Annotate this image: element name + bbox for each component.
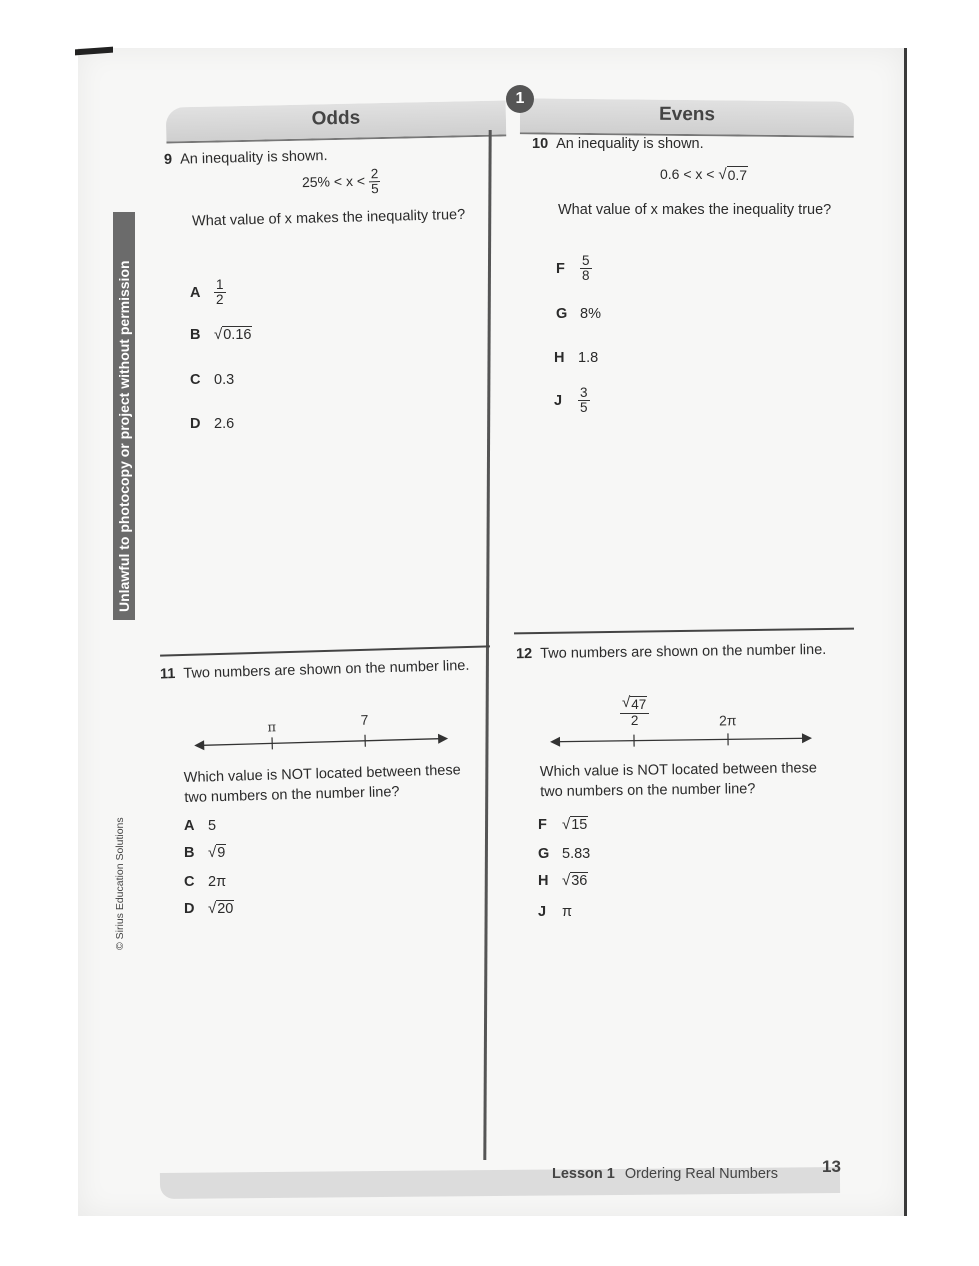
q12-label-2pi: 2π — [718, 712, 737, 729]
lesson-badge: 1 — [506, 85, 534, 113]
q9-option-a[interactable]: A $\frac{1}{2}$ — [190, 277, 224, 307]
question-12-number: 12 — [515, 646, 533, 663]
inequality-left: 25% < x < — [301, 172, 366, 191]
odds-title: Odds — [311, 107, 361, 130]
q11-option-b[interactable]: B √ 9 — [184, 844, 226, 861]
page-number: 13 — [822, 1157, 841, 1176]
question-10-text: An inequality is shown. — [556, 136, 704, 152]
question-10-stem — [532, 134, 704, 154]
q12-option-f[interactable]: F √ 15 — [538, 816, 588, 833]
q9-option-d[interactable]: D 2.6 — [190, 416, 235, 432]
q9-option-c[interactable]: C 0.3 — [190, 372, 235, 388]
question-9-number: 9 — [163, 151, 173, 168]
q9-option-b[interactable]: B √ 0.16 — [190, 326, 252, 343]
q11-label-pi: π — [267, 720, 277, 736]
question-10-number: 10 — [532, 136, 549, 152]
q12-number-line — [546, 708, 816, 752]
q10-option-f[interactable]: F $\frac{5}{8}$ — [556, 253, 590, 283]
question-9-prompt: What value of x makes the inequality true? — [191, 206, 466, 230]
footer-lesson-label: Lesson 1 — [552, 1166, 615, 1182]
q11-label-7: 7 — [360, 711, 369, 728]
q12-option-j[interactable]: J π — [538, 904, 573, 920]
q10-option-g[interactable]: G 8% — [556, 306, 601, 322]
q11-option-a[interactable]: A 5 — [184, 818, 217, 834]
q12-option-h[interactable]: H √ 36 — [538, 872, 588, 889]
q11-number-line — [190, 706, 452, 756]
footer-lesson — [552, 1166, 778, 1182]
q10-option-j[interactable]: J $\frac{3}{5}$ — [554, 385, 588, 415]
question-12-text: Two numbers are shown on the number line. — [540, 641, 827, 662]
permission-notice: Unlawful to photocopy or project without permission — [113, 212, 135, 620]
evens-header — [520, 98, 854, 137]
evens-title: Evens — [658, 103, 716, 126]
question-12-prompt: Which value is NOT located between these two numbers on the number line? — [539, 760, 817, 801]
question-11-prompt: Which value is NOT located between these two numbers on the number line? — [183, 762, 461, 807]
bleed-through — [400, 300, 480, 420]
question-9-stem — [164, 146, 328, 170]
q11-option-d[interactable]: D √ 20 — [184, 900, 234, 917]
q11-option-c[interactable]: C 2π — [184, 874, 227, 890]
q12-option-g[interactable]: G 5.83 — [538, 846, 591, 862]
q10-option-h[interactable]: H 1.8 — [554, 350, 599, 366]
odds-header — [166, 100, 507, 143]
question-9-inequality — [302, 167, 381, 198]
question-11-number: 11 — [159, 666, 176, 683]
inequality-fraction: $\frac{2}{5}$ — [370, 166, 379, 197]
question-10-inequality: 0.6 < x < √ 0.7 — [660, 166, 748, 183]
question-11-text: Two numbers are shown on the number line. — [183, 657, 470, 682]
question-9-text: An inequality is shown. — [179, 148, 328, 168]
question-10-prompt: What value of x makes the inequality true? — [558, 202, 832, 218]
q12-label-sqrt47-over-2: √ 47 2 — [620, 696, 649, 728]
footer-lesson-title: Ordering Real Numbers — [624, 1166, 778, 1182]
copyright-notice: © Sirius Education Solutions — [114, 817, 126, 950]
